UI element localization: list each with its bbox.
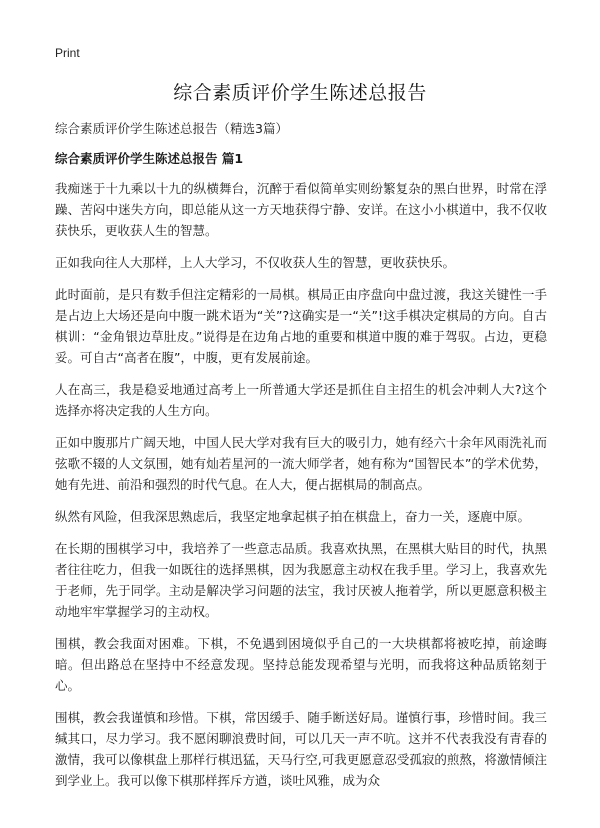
document-subtitle: 综合素质评价学生陈述总报告（精选3篇） <box>55 121 288 136</box>
paragraph: 我痴迷于十九乘以十九的纵横舞台，沉醉于看似简单实则纷繁复杂的黑白世界，时常在浮躁、苦闷中迷失方向，即总能从这一方天地获得宁静、安详。在这小小棋道中，我不仅收获快乐，更收获人生的智慧。 <box>55 181 547 238</box>
paragraph: 在长期的围棋学习中，我培养了一些意志品质。我喜欢执黑，在黑棋大贴目的时代，执黑者往往吃力，但我一如既往的选择黑棋，因为我愿意主动权在我手里。学习上，我喜欢先于老师，先于同学。主动是解决学习问题的法宝，我讨厌被人拖着学，所以更愿意积极主动地牢牢掌握学习的主动权。 <box>55 541 547 619</box>
print-link[interactable]: Print <box>55 46 80 60</box>
paragraph: 此时面前，是只有数手但注定精彩的一局棋。棋局正由序盘向中盘过渡，我这关键性一手是占边上大场还是向中腹一跳术语为“关”?这确实是一“关”!这手棋决定棋局的方向。自古棋训：“金角银边草肚皮。”说得是在边角占地的重要和棋道中腹的难于驾驭。占边，更稳妥。可自古“高者在腹”，中腹，更有发展前途。 <box>55 287 547 365</box>
paragraph: 人在高三，我是稳妥地通过高考上一所普通大学还是抓住自主招生的机会冲刺人大?这个选择亦将决定我的人生方向。 <box>55 382 547 418</box>
paragraph: 正如我向往人大那样，上人大学习，不仅收获人生的智慧，更收获快乐。 <box>55 255 456 270</box>
paragraph: 正如中腹那片广阔天地，中国人民大学对我有巨大的吸引力，她有经六十余年风雨洗礼而弦歌不辍的人文氛围，她有灿若星河的一流大师学者，她有称为“国智民本”的学术优势，她有先进、前沿和强烈的时代气息。在人大，便占据棋局的制高点。 <box>55 435 547 492</box>
paragraph: 围棋，教会我谨慎和珍惜。下棋，常因缓手、随手断送好局。谨慎行事，珍惜时间。我三缄其口，尽力学习。我不愿闲聊浪费时间，可以几天一声不吭。这并不代表我没有青春的激情，我可以像棋盘上那样行棋迅猛，天马行空,可我更愿意忍受孤寂的煎熬，将激情倾注到学业上。我可以像下棋那样挥斥方遒，谈吐风雅，成为众 <box>55 710 547 788</box>
paragraph: 围棋，教会我面对困难。下棋，不免遇到困境似乎自己的一大块棋都将被吃掉，前途晦暗。但出路总在坚持中不经意发现。坚持总能发现希望与光明，而我将这种品质铭刻于心。 <box>55 636 547 693</box>
document-title: 综合素质评价学生陈述总报告 <box>173 82 427 104</box>
section-heading: 综合素质评价学生陈述总报告 篇1 <box>55 151 244 166</box>
paragraph: 纵然有风险，但我深思熟虑后，我坚定地拿起棋子拍在棋盘上，奋力一关，逐鹿中原。 <box>55 509 531 524</box>
document-body <box>55 120 547 802</box>
